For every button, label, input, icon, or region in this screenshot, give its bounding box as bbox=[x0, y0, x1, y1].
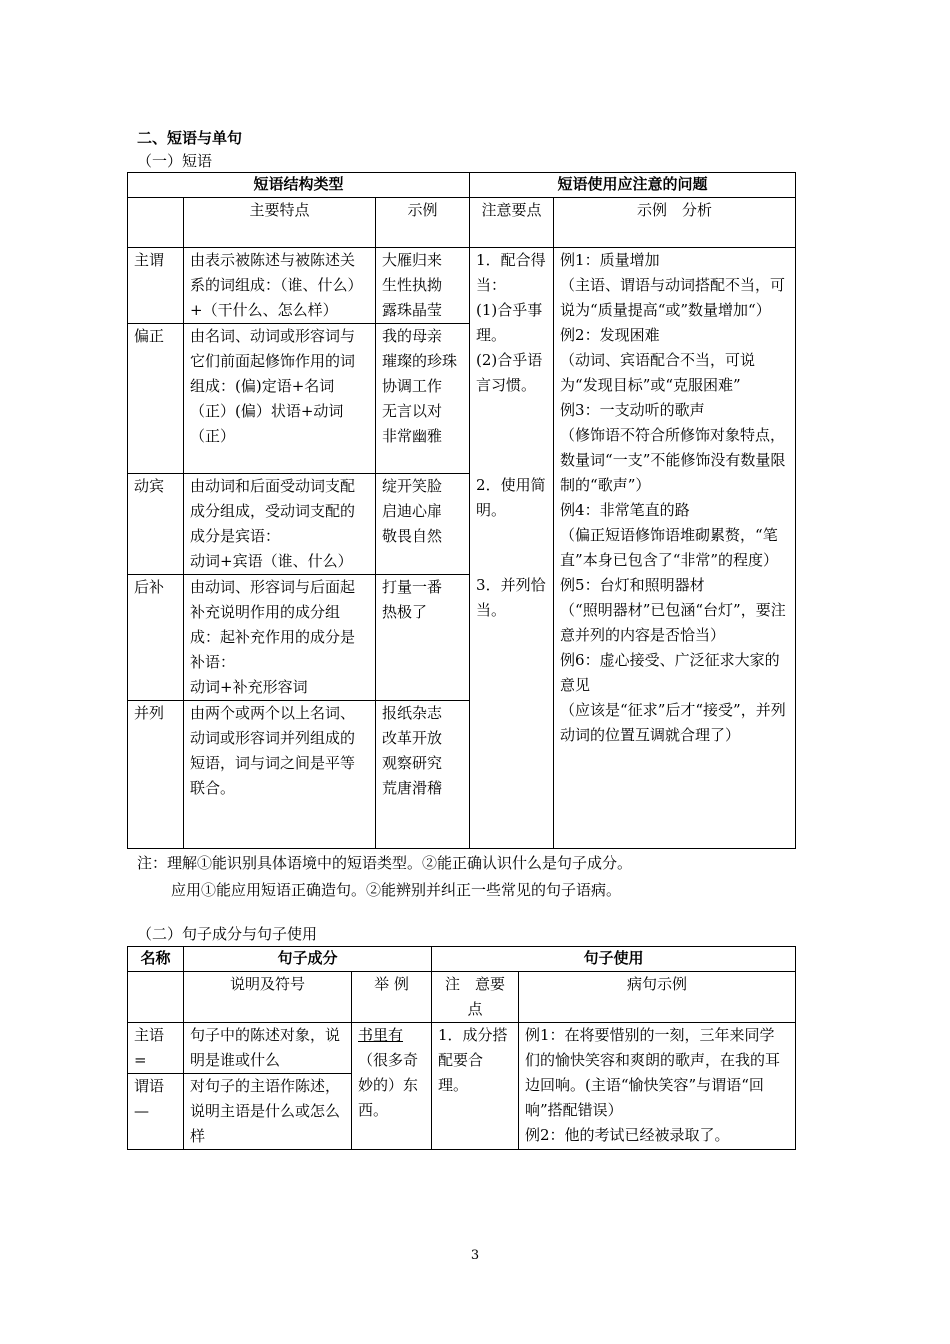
example-rest: （很多奇妙的）东西。 bbox=[358, 1051, 419, 1119]
analysis-cell: 例1：质量增加 （主语、谓语与动词搭配不当，可说为“质量提高“或”数量增加“） 例2：发现困难 （动词、宾语配合不当，可说为“发现目标”或“克服困难” 例3：一支动听的歌声 （修饰语不符合所修饰对象特点，数量词“一支”不能修饰没有数量限制的“歌声”） 例4：非常笔直的路 （偏正短语修饰语堆砌累赘，“笔直”本身已包含了“非常”的程度） 例5：台灯和照明器材 （“照明器材”已包涵“台灯”，要注意并列的内容是否恰当） 例6：虚心接受、广泛征求大家的意见 （应该是“征求”后才“接受”，并列动词的位置互调就合理了） bbox=[554, 248, 796, 849]
row-type: 偏正 bbox=[128, 324, 184, 474]
row-type: 后补 bbox=[128, 575, 184, 701]
header-component: 句子成分 bbox=[184, 947, 432, 972]
notes bbox=[137, 850, 632, 904]
header-usage: 句子使用 bbox=[432, 947, 796, 972]
row-examples: 绽开笑脸 启迪心扉 敬畏自然 bbox=[376, 474, 470, 575]
col-examples: 示例 bbox=[376, 198, 470, 248]
sentence-subtitle: （二）句子成分与句子使用 bbox=[137, 925, 318, 943]
point-cell: 1．成分搭配要合理。 bbox=[432, 1023, 519, 1150]
page-number: 3 bbox=[470, 1248, 480, 1263]
col-points: 注意要点 bbox=[470, 198, 554, 248]
phrase-table bbox=[127, 172, 796, 849]
header-structure-types: 短语结构类型 bbox=[128, 173, 470, 198]
col-desc: 说明及符号 bbox=[184, 972, 352, 1023]
col-example: 举 例 bbox=[352, 972, 432, 1023]
row-examples: 大雁归来 生性执拗 露珠晶莹 bbox=[376, 248, 470, 324]
row-type: 动宾 bbox=[128, 474, 184, 575]
row-type: 并列 bbox=[128, 701, 184, 849]
row-feature: 由名词、动词或形容词与它们前面起修饰作用的词组成：(偏)定语+名词（正）(偏）状语+动词（正） bbox=[184, 324, 376, 474]
component-desc: 对句子的主语作陈述，说明主语是什么或怎么样 bbox=[184, 1074, 352, 1150]
component-name: 谓语 — bbox=[128, 1074, 184, 1150]
row-feature: 由动词和后面受动词支配成分组成，受动词支配的成分是宾语： 动词+宾语（谁、什么） bbox=[184, 474, 376, 575]
blank-header-cell bbox=[128, 972, 184, 1023]
component-name: 主语 = bbox=[128, 1023, 184, 1074]
col-features: 主要特点 bbox=[184, 198, 376, 248]
row-examples: 打量一番 热极了 bbox=[376, 575, 470, 701]
sick-examples: 例1：在将要惜别的一刻，三年来同学们的愉快笑容和爽朗的歌声，在我的耳边回响。(主语“愉快笑容”与谓语“回响”搭配错误） 例2：他的考试已经被录取了。 bbox=[519, 1023, 796, 1150]
header-name: 名称 bbox=[128, 947, 184, 972]
point-1: 1．配合得当： (1)合乎事理。 (2)合乎语言习惯。 bbox=[476, 251, 546, 394]
section-title: 二、短语与单句 bbox=[137, 129, 243, 147]
note-line-2: 应用①能应用短语正确造句。②能辨别并纠正一些常见的句子语病。 bbox=[171, 881, 622, 899]
row-feature: 由表示被陈述与被陈述关系的词组成：（谁、什么）+（干什么、怎么样） bbox=[184, 248, 376, 324]
col-sick: 病句示例 bbox=[519, 972, 796, 1023]
row-feature: 由两个或两个以上名词、动词或形容词并列组成的短语，词与词之间是平等联合。 bbox=[184, 701, 376, 849]
blank-header-cell bbox=[128, 198, 184, 248]
points-cell bbox=[470, 248, 554, 849]
row-examples: 我的母亲 璀璨的珍珠 协调工作 无言以对 非常幽雅 bbox=[376, 324, 470, 474]
example-cell bbox=[352, 1023, 432, 1150]
point-2: 2．使用简明。 bbox=[476, 476, 546, 519]
example-underlined: 书里有 bbox=[358, 1026, 404, 1044]
point-3: 3．并列恰当。 bbox=[476, 576, 546, 619]
col-point: 注 意要点 bbox=[432, 972, 519, 1023]
phrase-subtitle: （一）短语 bbox=[137, 152, 213, 170]
note-line-1: 注：理解①能识别具体语境中的短语类型。②能正确认识什么是句子成分。 bbox=[137, 854, 633, 872]
col-analysis: 示例 分析 bbox=[554, 198, 796, 248]
row-feature: 由动词、形容词与后面起补充说明作用的成分组成：起补充作用的成分是补语： 动词+补充形容词 bbox=[184, 575, 376, 701]
row-examples: 报纸杂志 改革开放 观察研究 荒唐滑稽 bbox=[376, 701, 470, 849]
row-type: 主谓 bbox=[128, 248, 184, 324]
header-usage-issues: 短语使用应注意的问题 bbox=[470, 173, 796, 198]
component-desc: 句子中的陈述对象，说明是谁或什么 bbox=[184, 1023, 352, 1074]
sentence-table bbox=[127, 946, 796, 1150]
